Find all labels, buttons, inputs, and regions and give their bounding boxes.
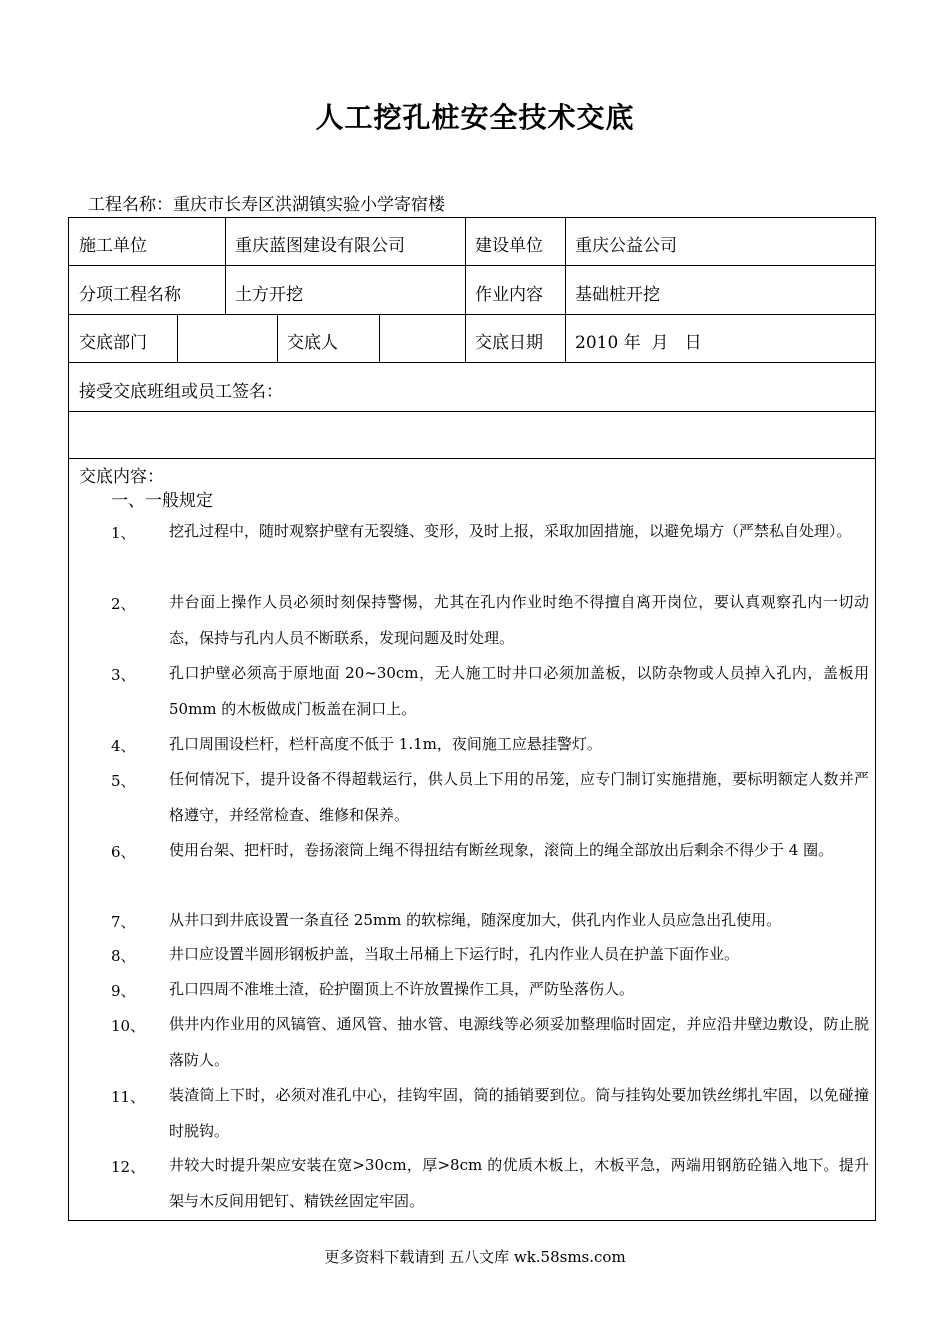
item-text: 任何情况下，提升设备不得超载运行，供人员上下用的吊笼，应专门制订实施措施，要标明额定人数并严格遵守，并经常检查、维修和保养。 [169, 770, 869, 824]
item-number: 5、 [111, 772, 136, 790]
table-rule [69, 265, 875, 266]
table-rule [69, 411, 875, 412]
work-content-value: 基础桩开挖 [575, 285, 660, 305]
item-text: 井台面上操作人员必须时刻保持警惕，尤其在孔内作业时绝不得擅自离开岗位，要认真观察孔内一切动态，保持与孔内人员不断联系，发现问题及时处理。 [169, 593, 869, 647]
disclosure-table [68, 217, 876, 1221]
item-number: 7、 [111, 913, 136, 931]
item-number: 4、 [111, 737, 136, 755]
table-rule [177, 314, 178, 362]
sub-project-value: 土方开挖 [235, 285, 303, 305]
table-rule [379, 314, 380, 362]
item-text: 从井口到井底设置一条直径 25mm 的软棕绳，随深度加大，供孔内作业人员应急出孔使用。 [169, 911, 782, 929]
table-rule [565, 218, 566, 362]
item-text: 装渣筒上下时，必须对准孔中心，挂钩牢固，筒的插销要到位。筒与挂钩处要加铁丝绑扎牢固，以免碰撞时脱钩。 [169, 1086, 869, 1140]
item-number: 9、 [111, 982, 136, 1000]
item-number: 10、 [111, 1017, 146, 1035]
item-text: 井口应设置半圆形钢板护盖，当取土吊桶上下运行时，孔内作业人员在护盖下面作业。 [169, 945, 740, 963]
construction-unit-value: 重庆蓝图建设有限公司 [235, 236, 405, 256]
content-label: 交底内容： [79, 467, 164, 487]
discloser-label: 交底人 [287, 333, 338, 353]
item-number: 8、 [111, 947, 136, 965]
table-rule [277, 314, 278, 362]
work-content-label: 作业内容 [475, 285, 543, 305]
item-text: 挖孔过程中，随时观察护壁有无裂缝、变形，及时上报，采取加固措施，以避免塌方（严禁私自处理）。 [169, 522, 852, 540]
download-footer-link[interactable]: 更多资料下载请到 五八文库 wk.58sms.com [324, 1248, 626, 1266]
signature-label: 接受交底班组或员工签名： [79, 382, 283, 402]
table-rule [69, 314, 875, 315]
table-rule [69, 362, 875, 363]
item-number: 3、 [111, 666, 136, 684]
page-title: 人工挖孔桩安全技术交底 [315, 101, 635, 134]
item-text: 使用台架、把杆时，卷扬滚筒上绳不得扭结有断丝现象，滚筒上的绳全部放出后剩余不得少于 4 圈。 [169, 841, 834, 859]
project-label: 工程名称： [88, 195, 173, 215]
item-number: 1、 [111, 524, 136, 542]
owner-unit-value: 重庆公益公司 [575, 236, 677, 256]
item-text: 供井内作业用的风镐管、通风管、抽水管、电源线等必须妥加整理临时固定，并应沿井壁边敷设，防止脱落防人。 [169, 1015, 869, 1069]
item-number: 11、 [111, 1088, 146, 1106]
item-text: 井较大时提升架应安装在宽>30cm，厚>8cm 的优质木板上，木板平急，两端用钢筋砼锚入地下。提升架与木反间用钯钉、精铁丝固定牢固。 [169, 1156, 869, 1210]
item-text: 孔口护壁必须高于原地面 20~30cm，无人施工时井口必须加盖板，以防杂物或人员掉入孔内，盖板用 50mm 的木板做成门板盖在洞口上。 [169, 664, 869, 718]
item-text: 孔口周围设栏杆，栏杆高度不低于 1.1m，夜间施工应悬挂警灯。 [169, 735, 602, 753]
item-number: 12、 [111, 1158, 146, 1176]
section-title: 一、一般规定 [111, 491, 213, 511]
owner-unit-label: 建设单位 [475, 236, 543, 256]
table-rule [225, 218, 226, 314]
disclosure-date-label: 交底日期 [475, 333, 543, 353]
project-name-line [88, 190, 445, 215]
project-value: 重庆市长寿区洪湖镇实验小学寄宿楼 [173, 195, 445, 215]
item-text: 孔口四周不准堆土渣，砼护圈顶上不许放置操作工具，严防坠落伤人。 [169, 980, 635, 998]
construction-unit-label: 施工单位 [79, 236, 147, 256]
sub-project-label: 分项工程名称 [79, 285, 181, 305]
table-rule [465, 218, 466, 362]
table-rule [69, 458, 875, 459]
disclosure-date-value: 2010 年 月 日 [575, 333, 702, 353]
department-label: 交底部门 [79, 333, 147, 353]
item-number: 2、 [111, 595, 136, 613]
item-number: 6、 [111, 843, 136, 861]
